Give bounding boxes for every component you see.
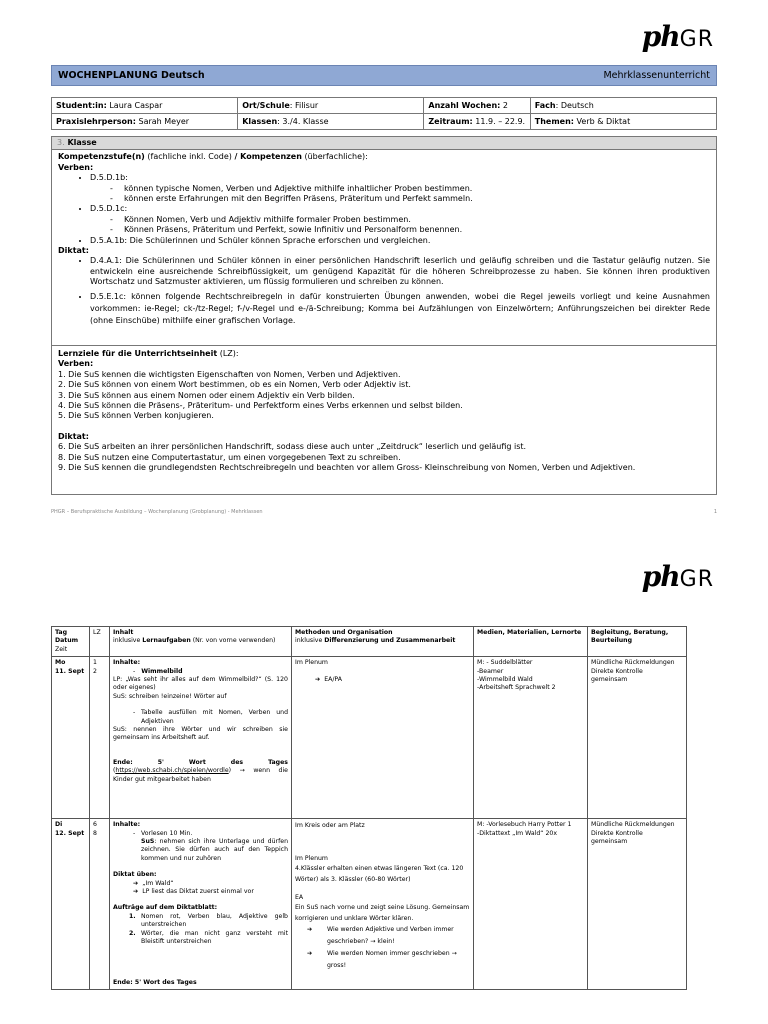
header-inhalt: Inhalt inklusive Lernaufgaben (Nr. von vorne verwenden) <box>110 627 292 657</box>
list-item: 2. Die SuS können von einem Wort bestimmen, ob es ein Nomen, Verb oder Adjektiv ist. <box>58 380 411 390</box>
info-table <box>51 97 717 130</box>
page-footer <box>51 509 717 515</box>
header-lz: LZ <box>90 627 110 657</box>
header-medien: Medien, Materialien, Lernorte <box>474 627 588 657</box>
kompetenz-heading: Kompetenzstufe(n) (fachliche inkl. Code) / Kompetenzen (überfachliche): <box>58 152 368 162</box>
row-inhalt: Inhalte: - Vorlesen 10 Min. SuS: nehmen sich ihre Unterlage und dürfen zeichnen. Sie dürfen auch auf den Teppich kommen und nur zuhören Diktat üben: ➔ „Im Wald“ ➔ LP liest das Diktat zuerst einmal vor Aufträge auf dem Diktatblatt: 1. Nomen rot, Verben blau, Adjektive gelb unterstreichen 2. Wörter, die man nicht ganz versteht mit Bleistift unterstreichen Ende: 5' Wort des Tages <box>110 819 292 990</box>
row-begleitung: Mündliche Rückmeldungen Direkte Kontrolle gemeinsam <box>588 657 687 819</box>
phgr-logo: phGR <box>641 20 714 53</box>
list-item: 9. Die SuS kennen die grundlegendsten Rechtschreibregeln und beachten vor allem Gross- Kleinschreibung von Nomen, Verben und Adjektiven. <box>58 463 636 473</box>
list-item: 5. Die SuS können Verben konjugieren. <box>58 411 214 421</box>
row-inhalt: Inhalte: - Wimmelbild LP: „Was seht ihr alles auf dem Wimmelbild?“ (S. 120 oder eigenes) SuS: schreiben !einzeine! Wörter auf - Tabelle ausfüllen mit Nomen, Verben und Adjektiven SuS: nennen ihre Wörter und wir schreiben sie gemeinsam ins Arbeitsheft auf. Ende: 5' Wort des Tages (https://web.schabi.ch/spielen/wordle) → wenn die Kinder gut mitgearbeitet haben <box>110 657 292 819</box>
footer-text: PHGR – Berufspraktische Ausbildung – Wochenplanung (Grobplanung) - Mehrklassen <box>51 509 263 515</box>
zeitraum-cell: Zeitraum: 11.9. – 22.9. <box>424 114 530 130</box>
list-item: • D.5.D.1c: - Können Nomen, Verb und Adjektiv mithilfe formaler Proben bestimmen. - Können Präsens, Präteritum und Perfekt, sowie Infinitiv und Personalform benennen. <box>90 204 710 235</box>
table-header-row <box>52 627 687 657</box>
lernziele-diktat-heading: Diktat: <box>58 431 89 441</box>
kompetenz-section <box>51 136 717 346</box>
row-begleitung: Mündliche Rückmeldungen Direkte Kontrolle gemeinsam <box>588 819 687 990</box>
wochen-cell: Anzahl Wochen: 2 <box>424 98 530 114</box>
table-row <box>52 819 687 990</box>
page-number: 1 <box>713 509 717 515</box>
wordle-link[interactable]: https://web.schabi.ch/spielen/wordle <box>115 767 229 775</box>
list-item: • D.5.E.1c: können folgende Rechtschreibregeln in dafür konstruierten Übungen anwenden, wobei die Regel jeweils vorliegt und keine Ausnahmen vorkommen: ie-Regel; ck-/tz-Regel; f-/v-Regel und e-/ä-Schreibung; Komma bei Aufzählungen von Einzelwörtern; Anführungszeichen bei direkter Rede (ohne Einschübe) mithilfe einer grafischen Vorlage. <box>90 291 710 327</box>
arrow-icon: ➔ <box>307 926 313 934</box>
list-item: 4. Die SuS können die Präsens-, Präteritum- und Perfektform eines Verbs erkennen und selbst bilden. <box>58 401 463 411</box>
list-item: • D.5.D.1b: - können typische Nomen, Verben und Adjektive mithilfe inhaltlicher Proben bestimmen. - können erste Erfahrungen mit den Begriffen Präsens, Präteritum und Perfekt sammeln. <box>90 173 710 204</box>
header-methoden: Methoden und Organisation inklusive Differenzierung und Zusammenarbeit <box>292 627 474 657</box>
list-item: 6. Die SuS arbeiten an ihrer persönlichen Handschrift, sodass diese auch unter „Zeitdruck“ leserlich und geläufig ist. <box>58 442 527 452</box>
row-day: Mo 11. Sept <box>52 657 90 819</box>
list-item: • D.5.A.1b: Die Schülerinnen und Schüler können Sprache erforschen und vergleichen. <box>90 236 710 246</box>
list-item: 3. Die SuS können aus einem Nomen oder einem Adjektiv ein Verb bilden. <box>58 390 355 400</box>
row-methoden: Im Plenum ➔ EA/PA <box>292 657 474 819</box>
verben-heading: Verben: <box>58 162 94 172</box>
table-row <box>52 657 687 819</box>
fach-cell: Fach: Deutsch <box>530 98 716 114</box>
header-tag: Tag Datum Zeit <box>52 627 90 657</box>
arrow-icon: ➔ <box>133 888 139 896</box>
row-day: Di 12. Sept <box>52 819 90 990</box>
list-item: - können typische Nomen, Verben und Adjektive mithilfe inhaltlicher Proben bestimmen. <box>124 184 710 194</box>
lernziele-heading: Lernziele für die Unterrichtseinheit (LZ): <box>58 349 239 358</box>
lernziele-section <box>51 345 717 495</box>
themen-cell: Themen: Verb & Diktat <box>530 114 716 130</box>
row-medien: M: -Vorlesebuch Harry Potter 1 -Diktattext „Im Wald“ 20x <box>474 819 588 990</box>
list-item: - können erste Erfahrungen mit den Begriffen Präsens, Präteritum und Perfekt sammeln. <box>124 194 710 204</box>
lernziele-verben-heading: Verben: <box>58 359 94 369</box>
row-lz: 6 8 <box>90 819 110 990</box>
row-medien: M: - Suddelblätter -Beamer -Wimmelbild Wald -Arbeitsheft Sprachwelt 2 <box>474 657 588 819</box>
header-begleitung: Begleitung, Beratung, Beurteilung <box>588 627 687 657</box>
list-item: - Können Nomen, Verb und Adjektiv mithilfe formaler Proben bestimmen. <box>124 215 710 225</box>
list-item: 8. Die SuS nutzen eine Computertastatur, um einen vorgegebenen Text zu schreiben. <box>58 452 401 462</box>
arrow-icon: ➔ <box>307 950 313 958</box>
diktat-heading: Diktat: <box>58 246 89 256</box>
list-item: - Können Präsens, Präteritum und Perfekt, sowie Infinitiv und Personalform benennen. <box>124 225 710 235</box>
phgr-logo-page2: phGR <box>641 560 714 593</box>
student-cell: Student:in: Laura Caspar <box>52 98 238 114</box>
ort-cell: Ort/Schule: Filisur <box>238 98 424 114</box>
list-item: • D.4.A.1: Die Schülerinnen und Schüler können in einer persönlichen Handschrift leserlich und geläufig schreiben und die Tastatur geläufig nutzen. Sie entwickeln eine ausreichende Schreibflüssigkeit, um genügend Kapazität für die höheren Schreibprozesse zu haben. Sie können ihren produktiven Wortschatz und Satzmuster aktivieren, um flüssig formulieren und schreiben zu können. <box>90 256 710 287</box>
arrow-icon: ➔ <box>315 675 321 683</box>
lesson-plan-table <box>51 626 687 990</box>
arrow-icon: → <box>239 767 245 775</box>
section-header: 3. Klasse <box>52 137 716 150</box>
klassen-cell: Klassen: 3./4. Klasse <box>238 114 424 130</box>
document-subtitle: Mehrklassenunterricht <box>603 70 710 81</box>
row-lz: 1 2 <box>90 657 110 819</box>
row-methoden: Im Kreis oder am Platz Im Plenum 4.Klässler erhalten einen etwas längeren Text (ca. 120 Wörter) als 3. Klässler (60-80 Wörter) EA Ein SuS nach vorne und zeigt seine Lösung. Gemeinsam korrigieren und unklare Wörter klären. ➔ Wie werden Adjektive und Verben immer geschrieben? → klein! ➔ Wie werden Nomen immer geschrieben → gross! <box>292 819 474 990</box>
document-title: WOCHENPLANUNG Deutsch <box>58 70 205 81</box>
list-item: 1. Die SuS kennen die wichtigsten Eigenschaften von Nomen, Verben und Adjektiven. <box>58 369 401 379</box>
arrow-icon: ➔ <box>133 879 139 887</box>
praxis-cell: Praxislehrperson: Sarah Meyer <box>52 114 238 130</box>
title-bar <box>51 65 717 86</box>
